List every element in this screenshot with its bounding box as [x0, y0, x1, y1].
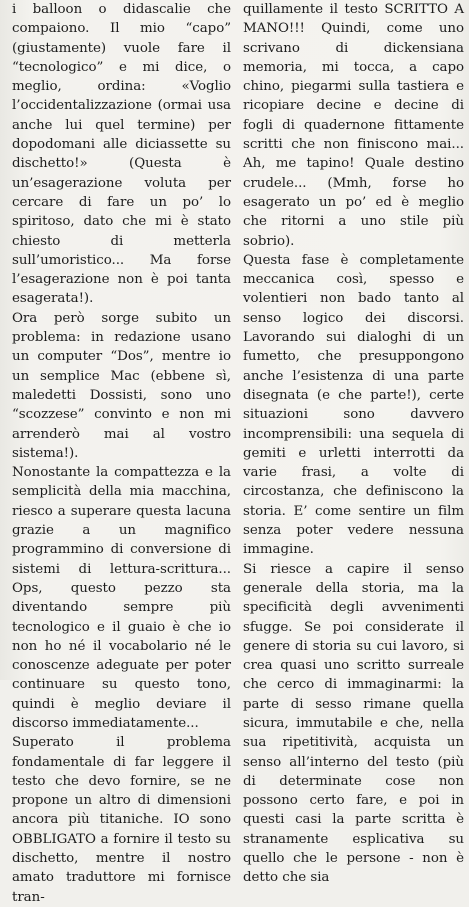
paragraph: Si riesce a capire il senso generale della storia, ma la specificità degli avvenimenti sfugge. Se poi considerate il genere di storia su cui lavoro, si crea quasi uno scritto surreale che cerco di immaginarmi: la parte di sesso rimane quella sicura, immutabile e che, nella sua ripetitività, acquista un senso all’interno del testo (più di determinate cose non possono certo fare, e poi in questi casi la parte scritta è stranamente esplicativa su quello che le persone - non è detto che sia: [243, 561, 464, 886]
paragraph: Ora però sorge subito un problema: in redazione usano un computer “Dos”, mentre io un semplice Mac (ebbene sì, maledetti Dossisti, sono uno “scozzese” convinto e non mi arrenderò mai al vostro sistema!).: [12, 310, 231, 461]
paragraph: Nonostante la compattezza e la semplicità della mia macchina, riesco a superare questa lacuna grazie a un magnifico programmino di conversione di sistemi di lettura-scrittura... Ops, questo pezzo sta diventando sempre più tecnologico e il guaio è che io non ho né il vocabolario né le conoscenze adeguate per poter continuare su questo tono, quindi è meglio deviare il discorso immediatamente...: [12, 465, 231, 731]
paragraph: Superato il problema fondamentale di far leggere il testo che devo fornire, se ne propone un altro di dimensioni ancora più titaniche. IO sono OBBLIGATO a fornire il testo su dischetto, mentre il nostro amato traduttore mi fornisce tran-: [12, 735, 231, 905]
paragraph: quillamente il testo SCRITTO A MANO!!! Quindi, come uno scrivano di dickensiana memoria, mi tocca, a capo chino, piegarmi sulla tastiera e ricopiare decine e decine di fogli di quadernone fittamente scritti che non finiscono mai... Ah, me tapino! Quale destino crudele... (Mmh, forse ho esagerato un po’ ed è meglio che ritorni a uno stile più sobrio).: [243, 2, 464, 249]
left-text-column: [12, 0, 231, 907]
right-text-column: [243, 0, 464, 888]
paragraph: i balloon o didascalie che compaiono. Il mio “capo” (giustamente) vuole fare il “tecnologico” e mi dice, o meglio, ordina: «Voglio l’occidentalizzazione (ormai usa anche lui quel termine) per dopodomani alle diciassette su dischetto!» (Questa è un’esagerazione voluta per cercare di fare un po’ lo spiritoso, dato che mi è stato chiesto di metterla sull’umoristico... Ma forse l’esagerazione non è poi tanta esagerata!).: [12, 2, 231, 307]
paragraph: Questa fase è completamente meccanica così, spesso e volentieri non bado tanto al senso logico dei discorsi. Lavorando sui dialoghi di un fumetto, che presuppongono anche l’esistenza di una parte disegnata (e che parte!), certe situazioni sono davvero incomprensibili: una sequela di gemiti e urletti interrotti da varie frasi, a volte di circostanza, che definiscono la storia. E’ come sentire un film senza poter vedere nessuna immagine.: [243, 252, 464, 558]
